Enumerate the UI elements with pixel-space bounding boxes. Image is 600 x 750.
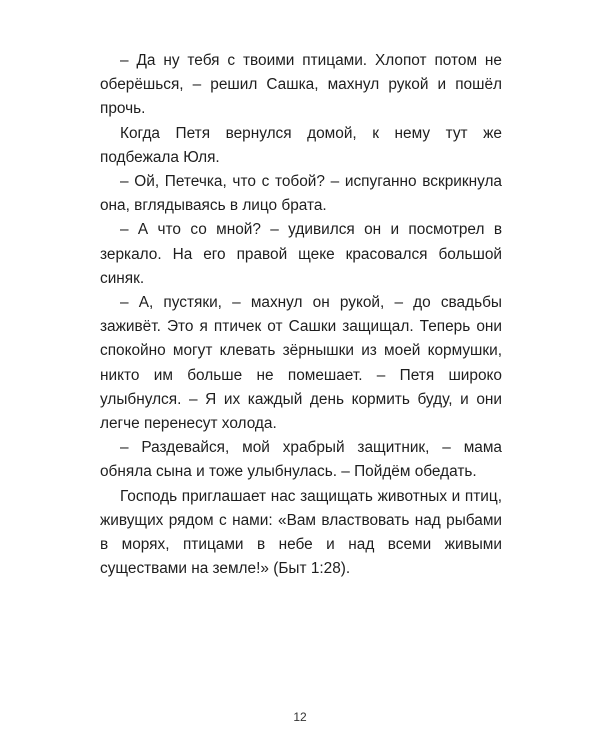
- paragraph-5: – А, пустяки, – махнул он рукой, – до свадьбы заживёт. Это я птичек от Сашки защищал. Теперь они спокойно могут клевать зёрнышки из моей кормушки, никто им больше не помешает. – Петя широко улыбнулся. – Я их каждый день кормить буду, и они легче перенесут холода.: [100, 294, 502, 433]
- page-number: 12: [293, 710, 307, 724]
- paragraph-4: – А что со мной? – удивился он и посмотрел в зеркало. На его правой щеке красовался большой синяк.: [100, 221, 502, 287]
- paragraph-6: – Раздевайся, мой храбрый защитник, – мама обняла сына и тоже улыбнулась. – Пойдём обедать.: [100, 439, 502, 481]
- paragraph-3: – Ой, Петечка, что с тобой? – испуганно вскрикнула она, вглядываясь в лицо брата.: [100, 173, 502, 215]
- paragraph-7: Господь приглашает нас защищать животных и птиц, живущих рядом с нами: «Вам властвовать над рыбами в морях, птицами в небе и над всеми живыми существами на земле!» (Быт 1:28).: [100, 487, 502, 578]
- body-text: [100, 49, 502, 581]
- paragraph-2: Когда Петя вернулся домой, к нему тут же подбежала Юля.: [100, 124, 502, 166]
- paragraph-1: – Да ну тебя с твоими птицами. Хлопот потом не оберёшься, – решил Сашка, махнул рукой и пошёл прочь.: [100, 52, 502, 118]
